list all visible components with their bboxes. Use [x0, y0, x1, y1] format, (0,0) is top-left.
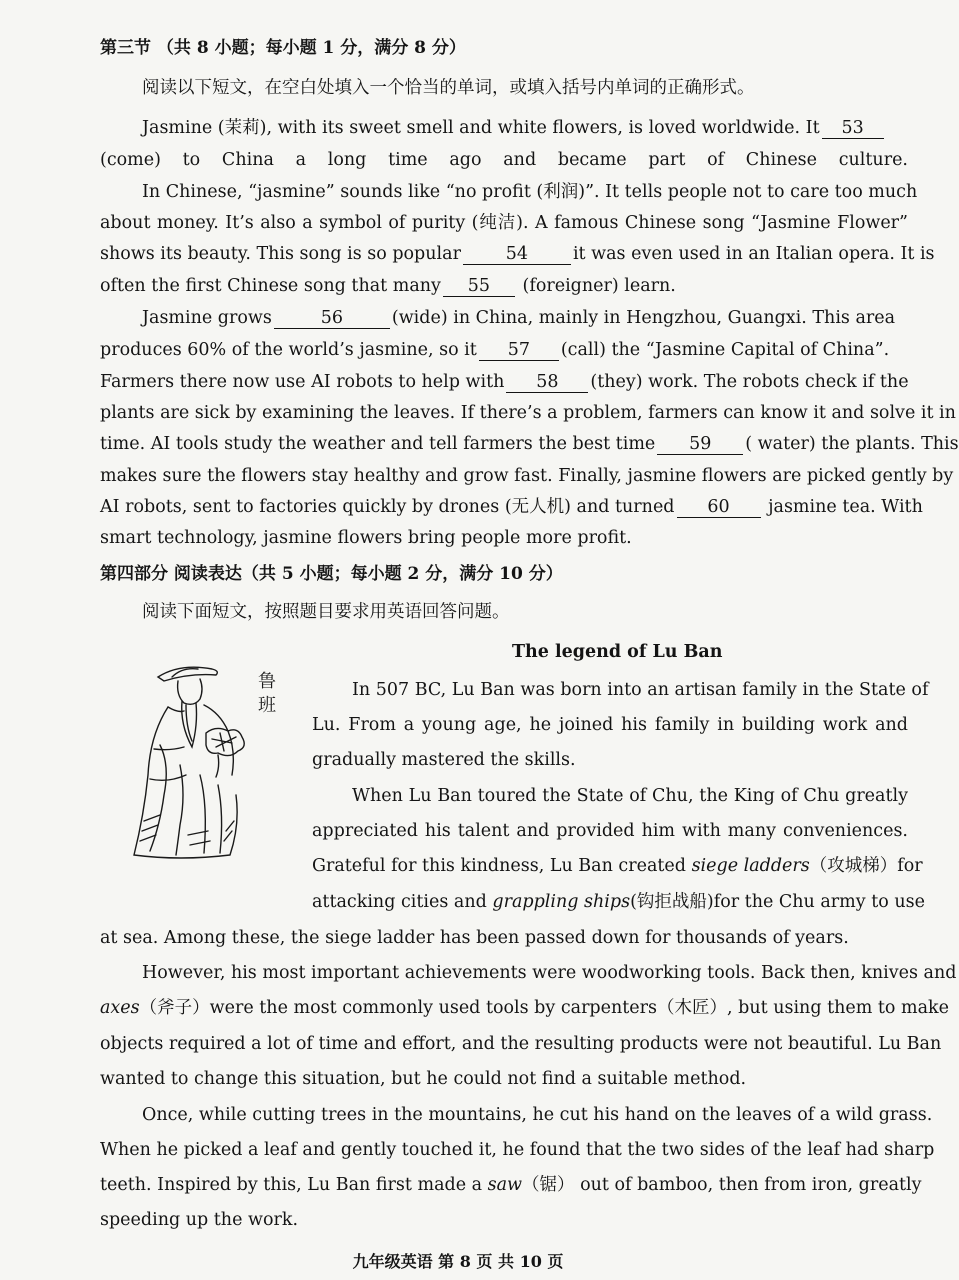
section3-instruction: 阅读以下短文，在空白处填入一个恰当的单词，或填入括号内单词的正确形式。 — [142, 78, 755, 98]
passage-line: wanted to change this situation, but he could not find a suitable method. — [100, 1069, 747, 1089]
blank-58: 58 — [506, 372, 588, 393]
passage-line: teeth. Inspired by this, Lu Ban first made a saw（锯） out of bamboo, then from iron, greatly — [100, 1175, 922, 1195]
section4-instruction: 阅读下面短文，按照题目要求用英语回答问题。 — [142, 602, 510, 622]
passage-line: gradually mastered the skills. — [312, 750, 576, 770]
blank-55: 55 — [443, 276, 515, 297]
page-footer: 九年级英语 第 8 页 共 10 页 — [352, 1252, 564, 1271]
passage-line: (come) to China a long time ago and became part of Chinese culture. — [100, 150, 908, 170]
passage-line: appreciated his talent and provided him with many conveniences. — [312, 821, 908, 841]
passage-line: attacking cities and grappling ships(钩拒战船)for the Chu army to use — [312, 892, 925, 912]
blank-59: 59 — [657, 434, 743, 455]
passage-line: Lu. From a young age, he joined his family in building work and — [312, 715, 908, 735]
passage-line: speeding up the work. — [100, 1210, 299, 1230]
passage-line: Jasmine grows 56 (wide) in China, mainly in Hengzhou, Guangxi. This area — [142, 308, 896, 328]
passage-line: about money. It’s also a symbol of purity (纯洁). A famous Chinese song “Jasmine Flower” — [100, 213, 908, 233]
passage-line: at sea. Among these, the siege ladder has been passed down for thousands of years. — [100, 928, 849, 948]
passage-line: In 507 BC, Lu Ban was born into an artisan family in the State of — [352, 680, 929, 700]
lu-ban-illustration — [120, 655, 300, 875]
passage-line: objects required a lot of time and effort, and the resulting products were not beautiful. Lu Ban — [100, 1034, 942, 1054]
passage-line: time. AI tools study the weather and tell farmers the best time 59 ( water) the plants. This — [100, 434, 959, 454]
passage-line: makes sure the flowers stay healthy and grow fast. Finally, jasmine flowers are picked gently by — [100, 466, 954, 486]
passage-line: Once, while cutting trees in the mountains, he cut his hand on the leaves of a wild grass. — [142, 1105, 933, 1125]
image-caption-char-1: 鲁 — [258, 671, 276, 692]
image-caption-char-2: 班 — [258, 695, 276, 716]
blank-60: 60 — [677, 497, 761, 518]
blank-56: 56 — [274, 308, 390, 329]
passage-line: smart technology, jasmine flowers bring people more profit. — [100, 528, 632, 548]
passage-line: Jasmine (茉莉), with its sweet smell and white flowers, is loved worldwide. It 53 — [142, 116, 908, 140]
passage-line: Farmers there now use AI robots to help with 58 (they) work. The robots check if the — [100, 372, 909, 392]
passage-line: often the first Chinese song that many 55 (foreigner) learn. — [100, 276, 676, 296]
section4-heading: 第四部分 阅读表达（共 5 小题；每小题 2 分，满分 10 分） — [100, 564, 563, 584]
blank-54: 54 — [463, 244, 571, 265]
passage-title: The legend of Lu Ban — [512, 642, 723, 662]
passage-line: In Chinese, “jasmine” sounds like “no profit (利润)”. It tells people not to care too much — [142, 182, 918, 202]
blank-57: 57 — [479, 340, 559, 361]
passage-line: When Lu Ban toured the State of Chu, the King of Chu greatly — [352, 786, 908, 806]
passage-line: axes（斧子）were the most commonly used tools by carpenters（木匠）, but using them to make — [100, 998, 950, 1018]
passage-line: AI robots, sent to factories quickly by drones (无人机) and turned 60 jasmine tea. With — [100, 497, 923, 517]
passage-line: When he picked a leaf and gently touched it, he found that the two sides of the leaf had sharp — [100, 1140, 935, 1160]
blank-53: 53 — [822, 118, 884, 139]
passage-line: shows its beauty. This song is so popular 54 it was even used in an Italian opera. It is — [100, 244, 935, 264]
section3-heading: 第三节 （共 8 小题；每小题 1 分，满分 8 分） — [100, 38, 466, 58]
passage-line: Grateful for this kindness, Lu Ban created siege ladders（攻城梯）for — [312, 856, 923, 876]
passage-line: However, his most important achievements were woodworking tools. Back then, knives and — [142, 963, 957, 983]
passage-line: plants are sick by examining the leaves. If there’s a problem, farmers can know it and solve it in — [100, 403, 956, 423]
passage-line: produces 60% of the world’s jasmine, so it 57 (call) the “Jasmine Capital of China”. — [100, 340, 890, 360]
